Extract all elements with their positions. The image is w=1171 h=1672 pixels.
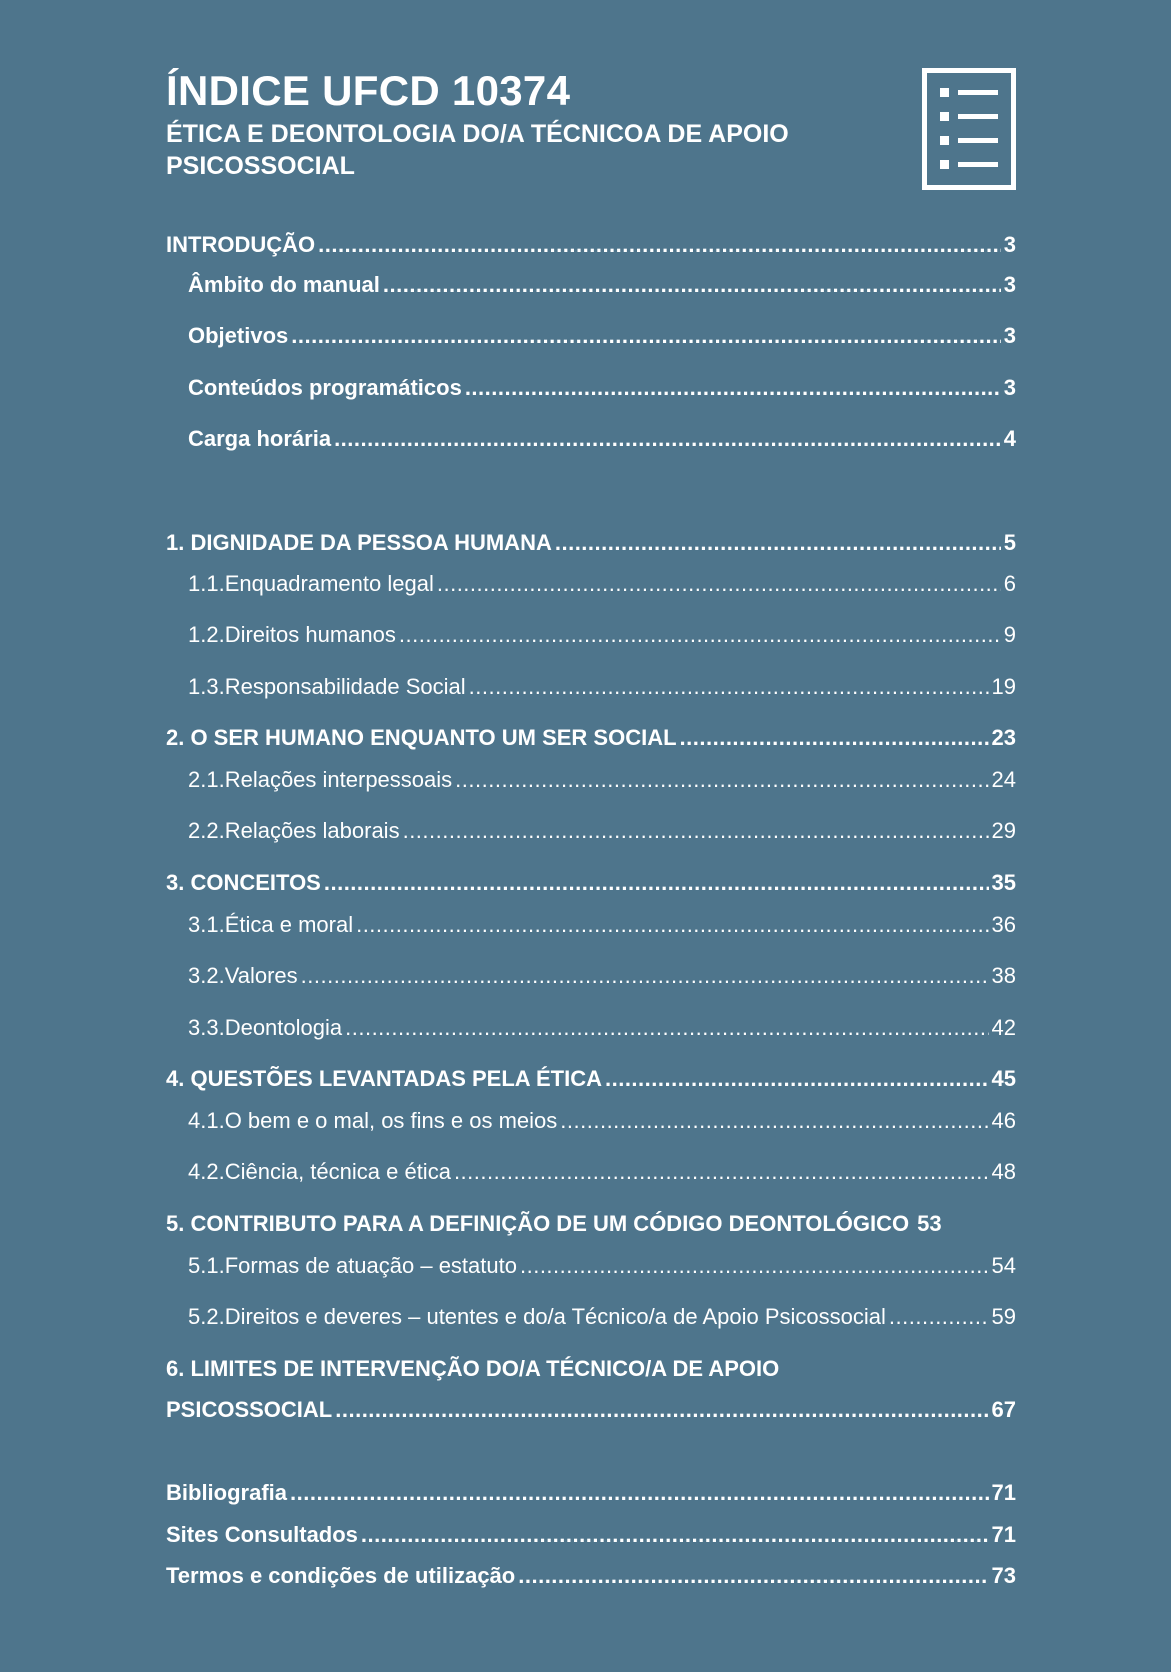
toc-entry[interactable] [188, 571, 1016, 597]
dot-leader [455, 767, 988, 793]
toc-label: Sites Consultados [166, 1522, 358, 1547]
dot-leader [437, 571, 1001, 597]
dot-leader [889, 1304, 989, 1330]
toc-entry[interactable] [188, 622, 1016, 648]
toc-label: 3. CONCEITOS [166, 870, 321, 895]
dot-leader [318, 232, 1001, 258]
dot-leader [454, 1159, 989, 1185]
toc-page: 59 [991, 1304, 1016, 1329]
toc-label: Objetivos [188, 323, 289, 348]
toc-label: 2.2.Relações laborais [188, 818, 400, 843]
toc-entry[interactable] [188, 426, 1016, 452]
toc-page: 5 [1003, 530, 1016, 555]
toc-page: 53 [917, 1211, 942, 1236]
toc-page: 73 [991, 1563, 1016, 1588]
toc-page: 23 [991, 725, 1016, 750]
toc-page: 4 [1003, 426, 1016, 451]
dot-leader [334, 426, 1001, 452]
toc-page: 71 [991, 1522, 1016, 1547]
dot-leader [605, 1066, 989, 1092]
toc-page: 3 [1003, 232, 1016, 257]
toc-entry[interactable] [188, 963, 1016, 989]
header [166, 66, 886, 182]
toc-label: 1.2.Direitos humanos [188, 622, 396, 647]
dot-leader [520, 1253, 989, 1279]
dot-leader [469, 674, 989, 700]
dot-leader [555, 530, 1001, 556]
toc-entry-sites-consultados[interactable] [166, 1522, 1016, 1548]
dot-leader [324, 870, 989, 896]
subtitle-line-2: PSICOSSOCIAL [166, 152, 355, 180]
toc-page: 3 [1003, 323, 1016, 348]
toc-label: 4. QUESTÕES LEVANTADAS PELA ÉTICA [166, 1066, 602, 1091]
toc-entry-bibliografia[interactable] [166, 1480, 1016, 1506]
toc-label: Conteúdos programáticos [188, 375, 462, 400]
toc-entry[interactable] [188, 272, 1016, 298]
dot-leader [465, 375, 1001, 401]
toc-entry[interactable] [188, 912, 1016, 938]
toc-page: 3 [1003, 375, 1016, 400]
toc-page: 29 [991, 818, 1016, 843]
toc-page: 36 [991, 912, 1016, 937]
page-subtitle [166, 118, 886, 182]
toc-entry-section-4[interactable] [166, 1066, 1016, 1092]
toc-label: 4.1.O bem e o mal, os fins e os meios [188, 1108, 558, 1133]
toc-entry-section-3[interactable] [166, 870, 1016, 896]
toc-entry[interactable] [188, 1015, 1016, 1041]
toc-entry-section-5[interactable] [166, 1211, 1016, 1237]
toc-page: 35 [991, 870, 1016, 895]
toc-label: 3.3.Deontologia [188, 1015, 343, 1040]
toc-label: Âmbito do manual [188, 272, 380, 297]
dot-leader [301, 963, 989, 989]
toc-page: 67 [991, 1397, 1016, 1422]
dot-leader [345, 1015, 988, 1041]
toc-entry[interactable] [188, 1159, 1016, 1185]
toc-label: 1. DIGNIDADE DA PESSOA HUMANA [166, 530, 552, 555]
toc-entry[interactable] [188, 818, 1016, 844]
toc-entry[interactable] [188, 767, 1016, 793]
toc-label: 2. O SER HUMANO ENQUANTO UM SER SOCIAL [166, 725, 677, 750]
dot-leader [403, 818, 989, 844]
toc-entry[interactable] [188, 674, 1016, 700]
toc-label: 5.2.Direitos e deveres – utentes e do/a Técnico/a de Apoio Psicossocial [188, 1304, 886, 1329]
toc-label: 1.1.Enquadramento legal [188, 571, 434, 596]
dot-leader [383, 272, 1001, 298]
dot-leader [680, 725, 989, 751]
dot-leader [518, 1563, 988, 1589]
toc-entry-section-2[interactable] [166, 725, 1016, 751]
toc-label: 5. CONTRIBUTO PARA A DEFINIÇÃO DE UM CÓDIGO DEONTOLÓGICO [166, 1211, 910, 1236]
dot-leader [291, 323, 1001, 349]
toc-page: 6 [1003, 571, 1016, 596]
toc-page: 19 [991, 674, 1016, 699]
toc-label: 6. LIMITES DE INTERVENÇÃO DO/A TÉCNICO/A DE APOIO [166, 1356, 780, 1381]
dot-leader [560, 1108, 988, 1134]
toc-label: INTRODUÇÃO [166, 232, 316, 257]
toc-page: 38 [991, 963, 1016, 988]
toc-label: Carga horária [188, 426, 332, 451]
toc-entry-section-6[interactable] [166, 1397, 1016, 1423]
toc-label: 1.3.Responsabilidade Social [188, 674, 466, 699]
dot-leader [356, 912, 988, 938]
toc-label: PSICOSSOCIAL [166, 1397, 333, 1422]
toc-entry[interactable] [188, 323, 1016, 349]
toc-entry[interactable] [188, 1253, 1016, 1279]
toc-page: 3 [1003, 272, 1016, 297]
toc-label: 2.1.Relações interpessoais [188, 767, 453, 792]
dot-leader [290, 1480, 989, 1506]
toc-entry[interactable] [188, 375, 1016, 401]
dot-leader [361, 1522, 989, 1548]
toc-entry[interactable] [188, 1304, 1016, 1330]
subtitle-line-1: ÉTICA E DEONTOLOGIA DO/A TÉCNICOA DE APOIO [166, 120, 789, 148]
toc-page: 48 [991, 1159, 1016, 1184]
toc-entry-introducao[interactable] [166, 232, 1016, 258]
dot-leader [399, 622, 1001, 648]
toc-label: Bibliografia [166, 1480, 288, 1505]
toc-label: 3.2.Valores [188, 963, 298, 988]
toc-label: 5.1.Formas de atuação – estatuto [188, 1253, 517, 1278]
toc-label: Termos e condições de utilização [166, 1563, 516, 1588]
toc-label: 3.1.Ética e moral [188, 912, 354, 937]
toc-entry-section-1[interactable] [166, 530, 1016, 556]
toc-page: 24 [991, 767, 1016, 792]
toc-label: 4.2.Ciência, técnica e ética [188, 1159, 451, 1184]
toc-page: 9 [1003, 622, 1016, 647]
toc-page: 54 [991, 1253, 1016, 1278]
toc-page: 46 [991, 1108, 1016, 1133]
toc-entry-section-6-line-1[interactable] [166, 1356, 1016, 1382]
toc-page: 71 [991, 1480, 1016, 1505]
toc-entry-termos[interactable] [166, 1563, 1016, 1589]
document-list-icon [922, 68, 1016, 190]
toc-page: 45 [991, 1066, 1016, 1091]
toc-page: 42 [991, 1015, 1016, 1040]
toc-entry[interactable] [188, 1108, 1016, 1134]
page-title: ÍNDICE UFCD 10374 [166, 67, 571, 114]
dot-leader [335, 1397, 988, 1423]
